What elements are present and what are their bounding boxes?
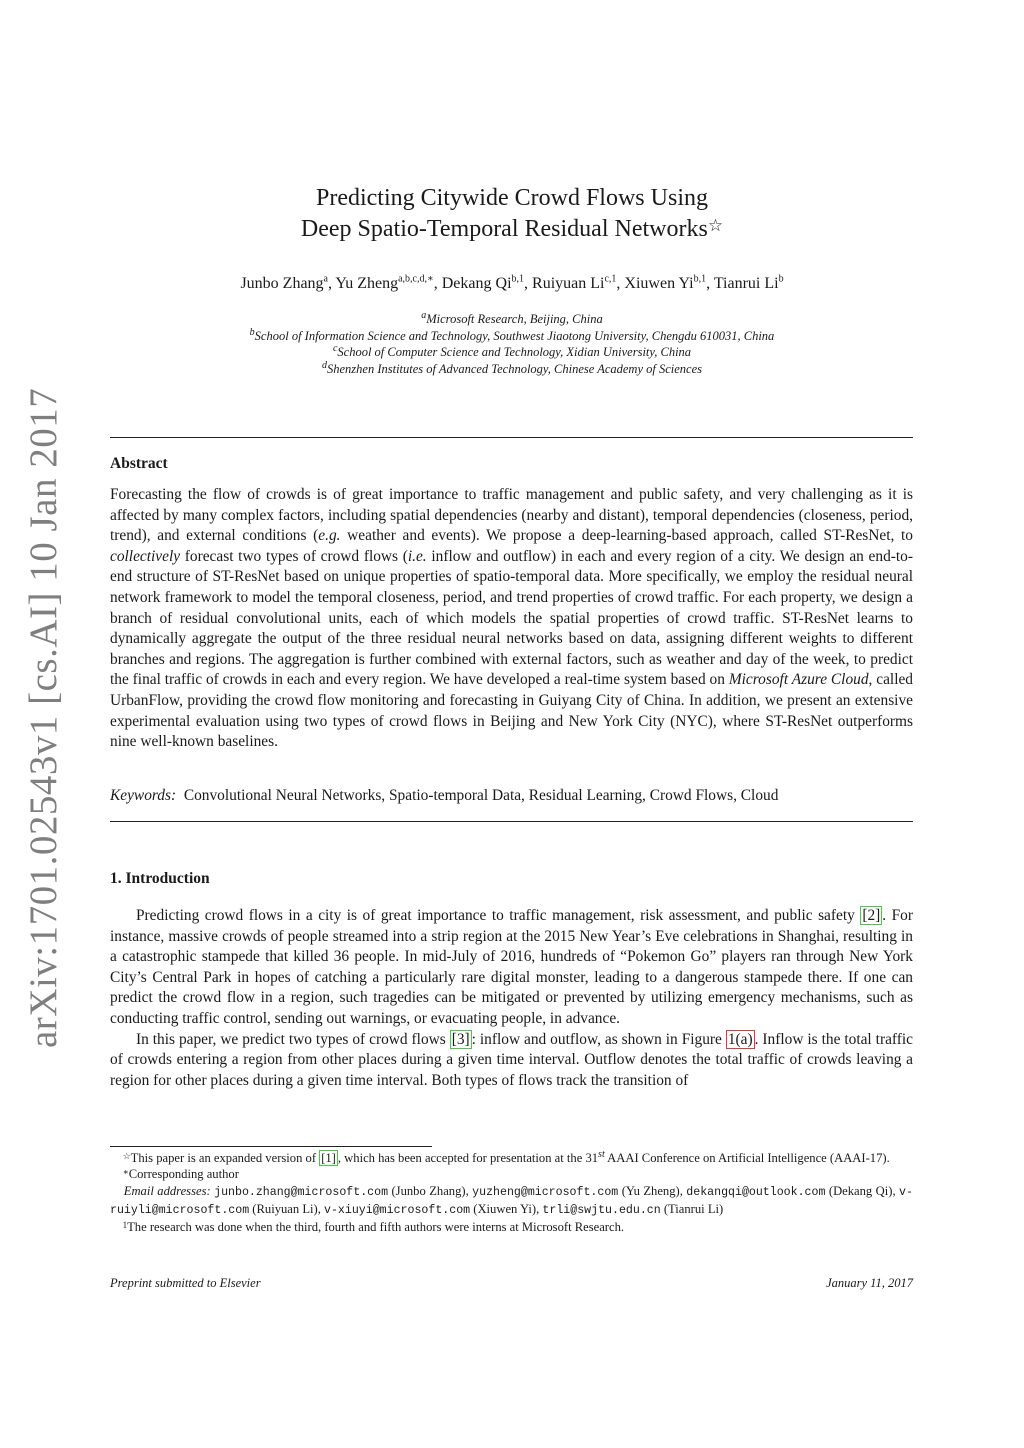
author-affiliation-mark: c,1 [604,273,617,285]
footnote-text: AAAI Conference on Artificial Intelligence (AAAI-17). [604,1151,890,1165]
section-heading-introduction: 1. Introduction [110,870,210,887]
paragraph-text: . For instance, massive crowds of people streamed into a strip region at the 2015 New Year’s Eve celebrations in Shanghai, resulting in a catastrophic stampede that killed 36 people. In mid-July of 2016, hundreds of “Pokemon Go” players ran through New York City’s Central Park in hopes of catching a particularly rare digital monster, leading to a dangerous stampede there. If one can predict the crowd flow in a region, such tragedies can be mitigated or prevented by utilizing emergency mechanisms, such as conducting traffic control, sending out warnings, or evacuating people, in advance. [110,907,913,1027]
footnote-text: The research was done when the third, fourth and fifth authors were interns at Microsoft Research. [127,1220,625,1235]
affiliation-mark: d [321,359,327,371]
footnote-text: Corresponding author [128,1167,239,1182]
footnote-corresponding [110,1166,913,1182]
citation-link[interactable]: [3] [451,1030,470,1048]
author-name: Dekang Qi [441,275,512,292]
title-line-2-text: Deep Spatio-Temporal Residual Networks [300,216,708,242]
paragraph-text: : inflow and outflow, as shown in Figure [471,1030,726,1048]
author-name: Yu Zheng [335,275,399,292]
email-owner: (Tianrui Li) [660,1201,724,1216]
email-owner: (Dekang Qi), [825,1183,900,1198]
footnote-mark: 1 [122,1220,128,1231]
email-owner: (Junbo Zhang), [388,1183,473,1198]
abstract-heading: Abstract [110,455,168,472]
abstract-text-italic: i.e. [407,547,427,565]
affiliation [112,361,912,378]
author-affiliation-mark: a,b,c,d,∗ [398,273,434,285]
abstract-bottom-rule [110,821,913,822]
affiliation-mark: a [421,309,427,321]
introduction-body [110,906,913,1091]
affiliation-text: School of Information Science and Technology, Southwest Jiaotong University, Chengdu 610031, China [254,328,775,343]
footnote-emails [110,1183,913,1220]
keywords-text: Convolutional Neural Networks, Spatio-temporal Data, Residual Learning, Crowd Flows, Cloud [183,787,779,804]
footer-preprint-note: Preprint submitted to Elsevier [110,1276,261,1290]
email-address[interactable]: v-xiuyi@microsoft.com [324,1203,471,1217]
paper-title [112,183,912,245]
author [714,275,784,292]
footer-date: January 11, 2017 [826,1276,913,1290]
affiliation [112,311,912,328]
paragraph-text: . Inflow is the total traffic of crowds entering a region from other places during a given time interval. Outflow denotes the total traffic of crowds leaving a region for other places during a given time interval. Both types of flows track the transition of [110,1030,913,1089]
abstract-body [110,485,913,753]
author-list: Junbo Zhang$^a$, Yu Zheng$^{a,b,c,d,∗}$, Dekang Qi$^{b,1}$, Ruiyuan Li$^{c,1}$, Xiuwen Yi$^{b,1}$, Tianrui Li$^b$ [240,273,784,292]
abstract-text: forecast two types of crowd flows ( [180,547,408,565]
author [335,275,433,292]
affiliation-text: Shenzhen Institutes of Advanced Technology, Chinese Academy of Sciences [326,361,703,376]
footnote-star-icon: ☆ [122,1151,131,1161]
author-name: Tianrui Li [713,275,779,292]
email-owner: (Xiuwen Yi), [470,1201,543,1216]
email-owner: (Yu Zheng), [618,1183,687,1198]
email-owner: (Ruiyuan Li), [249,1201,325,1216]
abstract-text: , called UrbanFlow, providing the crowd flow monitoring and forecasting in Guiyang City of China. In addition, we present an extensive experimental evaluation using two types of crowd flows in Beijing and New York City (NYC), where ST-ResNet outperforms nine well-known baselines. [110,671,913,751]
footnote-rule [110,1146,432,1147]
title-footnote-star-icon[interactable]: ☆ [707,216,724,235]
author-name: Xiuwen Yi [624,275,694,292]
author-affiliation-mark: b [778,273,784,285]
affiliation-mark: b [249,326,255,338]
author-affiliation-mark: b,1 [693,273,707,285]
abstract-text-italic: Microsoft Azure Cloud [728,671,869,689]
email-address[interactable]: dekangqi@outlook.com [686,1185,826,1199]
footnote-interns [110,1219,913,1235]
email-address[interactable]: v-ruiyli@microsoft.com [110,1185,913,1217]
footnote-mark: ∗ [122,1167,129,1178]
abstract-top-rule [110,437,913,438]
intro-paragraph-1 [110,906,913,1030]
citation-link[interactable]: [1] [321,1151,336,1165]
affiliation-list [112,311,912,377]
footnote-text: This paper is an expanded version of [130,1151,320,1165]
abstract-text: Forecasting the flow of crowds is of great importance to traffic management and public safety, and very challenging as it is affected by many complex factors, including spatial dependencies (nearby and distant), temporal dependencies (closeness, period, trend), and external conditions ( [110,486,913,545]
author [532,275,616,292]
paragraph-text: In this paper, we predict two types of crowd flows [136,1030,450,1048]
affiliation [112,344,912,361]
abstract-text-italic: collectively [110,547,181,565]
abstract-text: inflow and outflow) in each and every region of a city. We design an end-to-end structure of ST-ResNet based on unique properties of spatio-temporal data. More specifically, we employ the residual neural network framework to model the temporal closeness, period, and trend properties of crowd traffic. For each property, we design a branch of residual convolutional units, each of which models the spatial properties of crowd traffic. ST-ResNet learns to dynamically aggregate the output of the three residual neural networks based on data, assigning different weights to different branches and regions. The aggregation is further combined with external factors, such as weather and day of the week, to predict the final traffic of crowds in each and every region. We have developed a real-time system based on [110,547,913,689]
footnote-title-star [110,1150,913,1166]
figure-reference-link[interactable]: 1(a) [727,1030,753,1048]
author-name: Ruiyuan Li [532,275,605,292]
email-address[interactable]: junbo.zhang@microsoft.com [214,1185,389,1199]
ordinal-suffix: st [598,1148,605,1160]
citation-link[interactable]: [2] [862,907,881,924]
abstract-text-italic: e.g. [318,527,341,545]
title-line-1: Predicting Citywide Crowd Flows Using [315,185,708,211]
email-address[interactable]: yuzheng@microsoft.com [472,1185,619,1199]
author [624,275,706,292]
affiliation-mark: c [332,342,338,354]
intro-paragraph-2 [110,1030,913,1092]
author-affiliation-mark: a [323,273,328,285]
author [442,275,524,292]
affiliation-text: School of Computer Science and Technology, Xidian University, China [337,345,692,359]
author-affiliation-mark: b,1 [511,273,525,285]
title-line-2 [112,214,912,245]
keywords-label: Keywords: [110,787,177,804]
author-name: Junbo Zhang [240,275,324,292]
abstract-text: weather and events). We propose a deep-learning-based approach, called ST-ResNet, to [340,527,913,545]
footnotes [110,1150,913,1235]
keywords [110,786,913,806]
paragraph-text: Predicting crowd flows in a city is of great importance to traffic management, risk assessment, and public safety [136,907,861,924]
affiliation [112,328,912,345]
author [240,275,328,292]
arxiv-identifier-stamp: arXiv:1701.02543v1 [cs.AI] 10 Jan 2017 [22,387,65,1048]
footnote-text: , which has been accepted for presentation at the 31 [337,1151,599,1165]
email-address[interactable]: trli@swjtu.edu.cn [542,1203,661,1217]
affiliation-text: Microsoft Research, Beijing, China [426,312,603,326]
email-label: Email addresses: [123,1183,211,1198]
